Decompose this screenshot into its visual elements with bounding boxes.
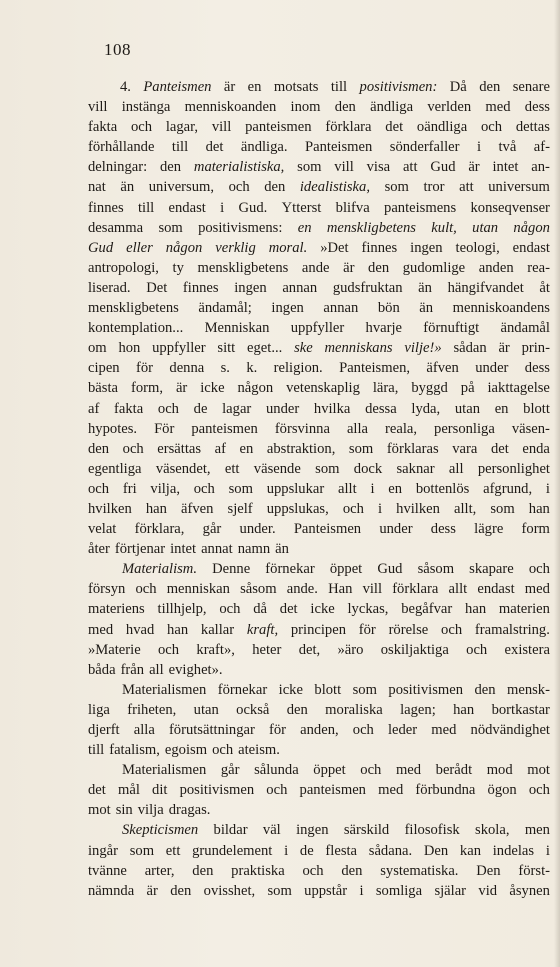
text-line: »Materie och kraft», heter det, »äro oskiljaktiga och existera	[88, 641, 550, 658]
body-text	[88, 77, 550, 901]
text-line: liga friheten, utan också den moraliska lagen; han bortkastar	[88, 701, 550, 718]
text-line: cipen för denna s. k. religion. Panteismen, äfven under dess	[88, 360, 550, 377]
text-line: bästa form, är icke någon vetenskaplig lära, byggd på iakttagelse	[88, 380, 550, 397]
text-line: egentliga väsendet, ett väsende som dock saknar all personlighet	[88, 460, 550, 477]
text-line: fakta och lagar, vill panteismen förklara det oändliga och dettas	[88, 119, 550, 136]
text-line: och fri vilja, och som uppslukar allt i en bottenlös afgrund, i	[88, 480, 550, 497]
text-line: Materialismen går sålunda öppet och med berådt mod mot	[122, 762, 550, 779]
text-line: det mål dit positivismen och panteismen med förbundna ögon och	[88, 782, 550, 799]
text-line: velat förklara, går under. Panteismen under dess lägre form	[88, 521, 550, 538]
text-line: materiens tillhjelp, och då det icke lyckas, begåfvar han materien	[88, 601, 550, 618]
text-line: antropologi, ty menskligbetens ande är den gudomlige anden rea-	[88, 259, 550, 276]
text-line: till fatalism, egoism och ateism.	[88, 742, 280, 759]
text-line: 4. Panteismen är en motsats till positivismen: Då den senare	[120, 79, 550, 95]
text-line: mot sin vilja dragas.	[88, 802, 211, 819]
text-line: desamma som positivismens: en menskligbetens kult, utan någon	[88, 219, 550, 236]
page-edge-shadow	[554, 0, 560, 967]
text-line: nat än universum, och den idealistiska, som tror att universum	[88, 179, 550, 196]
text-line: tvänne arter, den praktiska och den systematiska. Den först-	[88, 862, 550, 879]
text-line: Materialism. Denne förnekar öppet Gud såsom skapare och	[122, 561, 550, 578]
text-line: om hon uppfyller sitt eget... ske menniskans vilje!» sådan är prin-	[88, 340, 550, 357]
text-line: hypotes. För panteismen försvinna alla reala, personliga väsen-	[88, 420, 550, 437]
text-line: åter förtjenar intet annat namn än	[88, 541, 289, 558]
text-line: försyn och menniskan såsom ande. Han vill förklara allt endast med	[88, 581, 550, 598]
text-line: menskligbetens ändamål; ingen annan bön än menniskoandens	[88, 300, 550, 317]
text-line: finnes till endast i Gud. Ytterst blifva panteismens konseqvenser	[88, 199, 550, 216]
text-line: ingår som ett grundelement i de flesta sådana. Den kan indelas i	[88, 842, 550, 859]
text-line: hvilken han äfven sjelf uppslukas, och i hvilken allt, som han	[88, 500, 550, 517]
text-line: den och ersättas af en abstraktion, som förklaras vara det enda	[88, 440, 550, 457]
text-line: liserad. Det finnes ingen annan gudsfruktan än hängifvandet åt	[88, 279, 550, 296]
text-line: delningar: den materialistiska, som vill visa att Gud är intet an-	[88, 159, 550, 176]
text-line: förhållande till det ändliga. Panteismen sönderfaller i två af-	[88, 139, 550, 156]
text-line: djerft alla förutsättningar för anden, och leder med nödvändighet	[88, 722, 550, 738]
text-line: Gud eller någon verklig moral. »Det finnes ingen teologi, endast	[88, 239, 550, 256]
page-number: 108	[104, 40, 131, 59]
text-line: vill instänga menniskoanden inom den ändliga verlden med dess	[88, 99, 550, 116]
text-line: båda från all evighet».	[88, 661, 223, 678]
text-line: med hvad han kallar kraft, principen för rörelse och framalstring.	[88, 621, 550, 638]
text-line: Skepticismen bildar väl ingen särskild filosofisk skola, men	[122, 822, 550, 839]
text-line: af fakta och de lagar under hvilka dessa lyda, utan en blott	[88, 400, 550, 417]
text-line: Materialismen förnekar icke blott som positivismen den mensk-	[122, 681, 550, 698]
text-line: nämnda är den ovisshet, som uppstår i somliga själar vid åsynen	[88, 882, 550, 899]
text-line: kontemplation... Menniskan uppfyller hvarje förnuftigt ändamål	[88, 320, 550, 337]
